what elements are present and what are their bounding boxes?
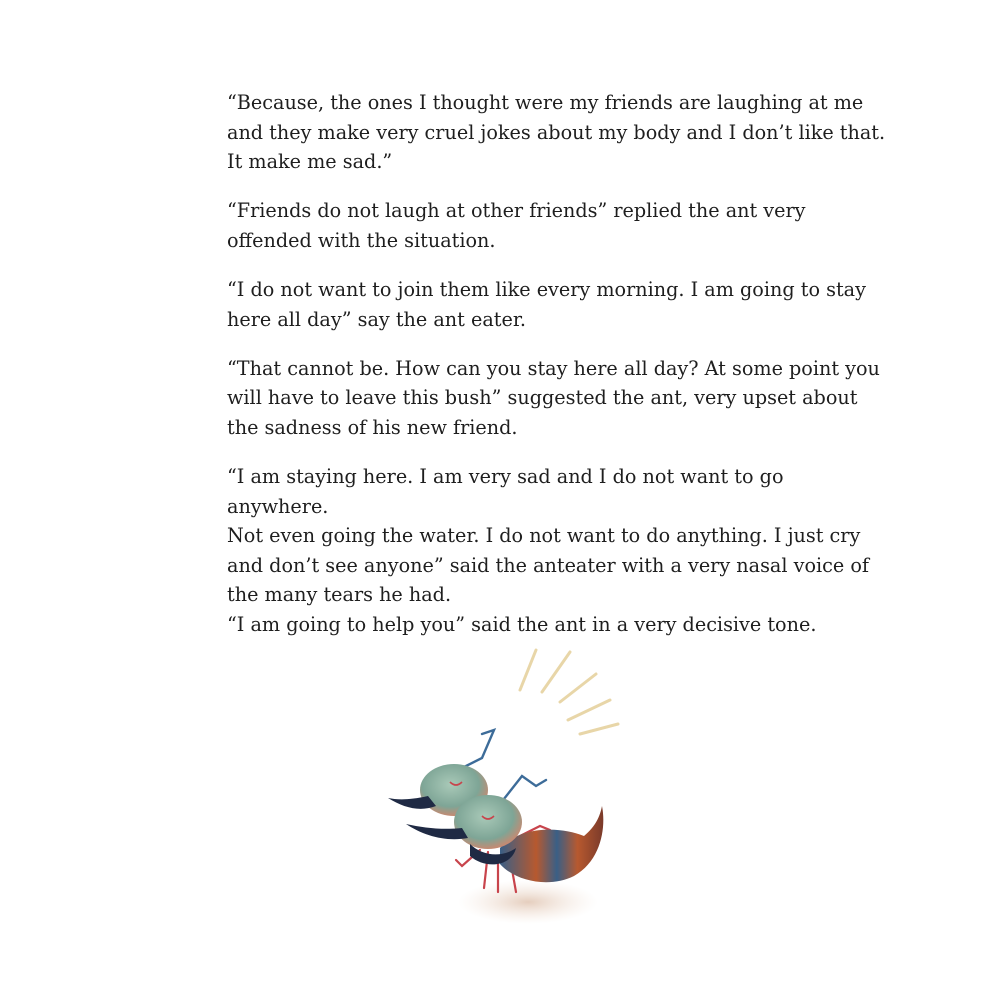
paragraph-6: “I am going to help you” said the ant in a very decisive tone. — [227, 612, 817, 636]
paragraph-4: “That cannot be. How can you stay here all day? At some point you will have to leave this bush” suggested the ant, very upset about the sadness of his new friend. — [227, 356, 880, 439]
antenna-left — [462, 730, 494, 768]
ground-shadow — [458, 880, 598, 924]
ant-icon — [370, 630, 640, 940]
paragraph-1: “Because, the ones I thought were my friends are laughing at me and they make very cruel jokes about my body and I don’t like that. It make me sad.” — [227, 91, 886, 174]
paragraph-2: “Friends do not laugh at other friends” replied the ant very offended with the situation. — [227, 199, 806, 252]
story-text — [227, 88, 887, 659]
ant-illustration — [370, 630, 640, 940]
mandible-back — [388, 796, 436, 809]
sparkle-rays — [520, 650, 618, 734]
paragraph-5: “I am staying here. I am very sad and I do not want to go anywhere. Not even going the water. I do not want to do anything. I just cry and don’t see anyone” said the anteater with a very nasal voice of the many tears he had. — [227, 464, 869, 607]
paragraph-3: “I do not want to join them like every morning. I am going to stay here all day” say the ant eater. — [227, 277, 866, 331]
ant-head-front — [454, 795, 522, 849]
